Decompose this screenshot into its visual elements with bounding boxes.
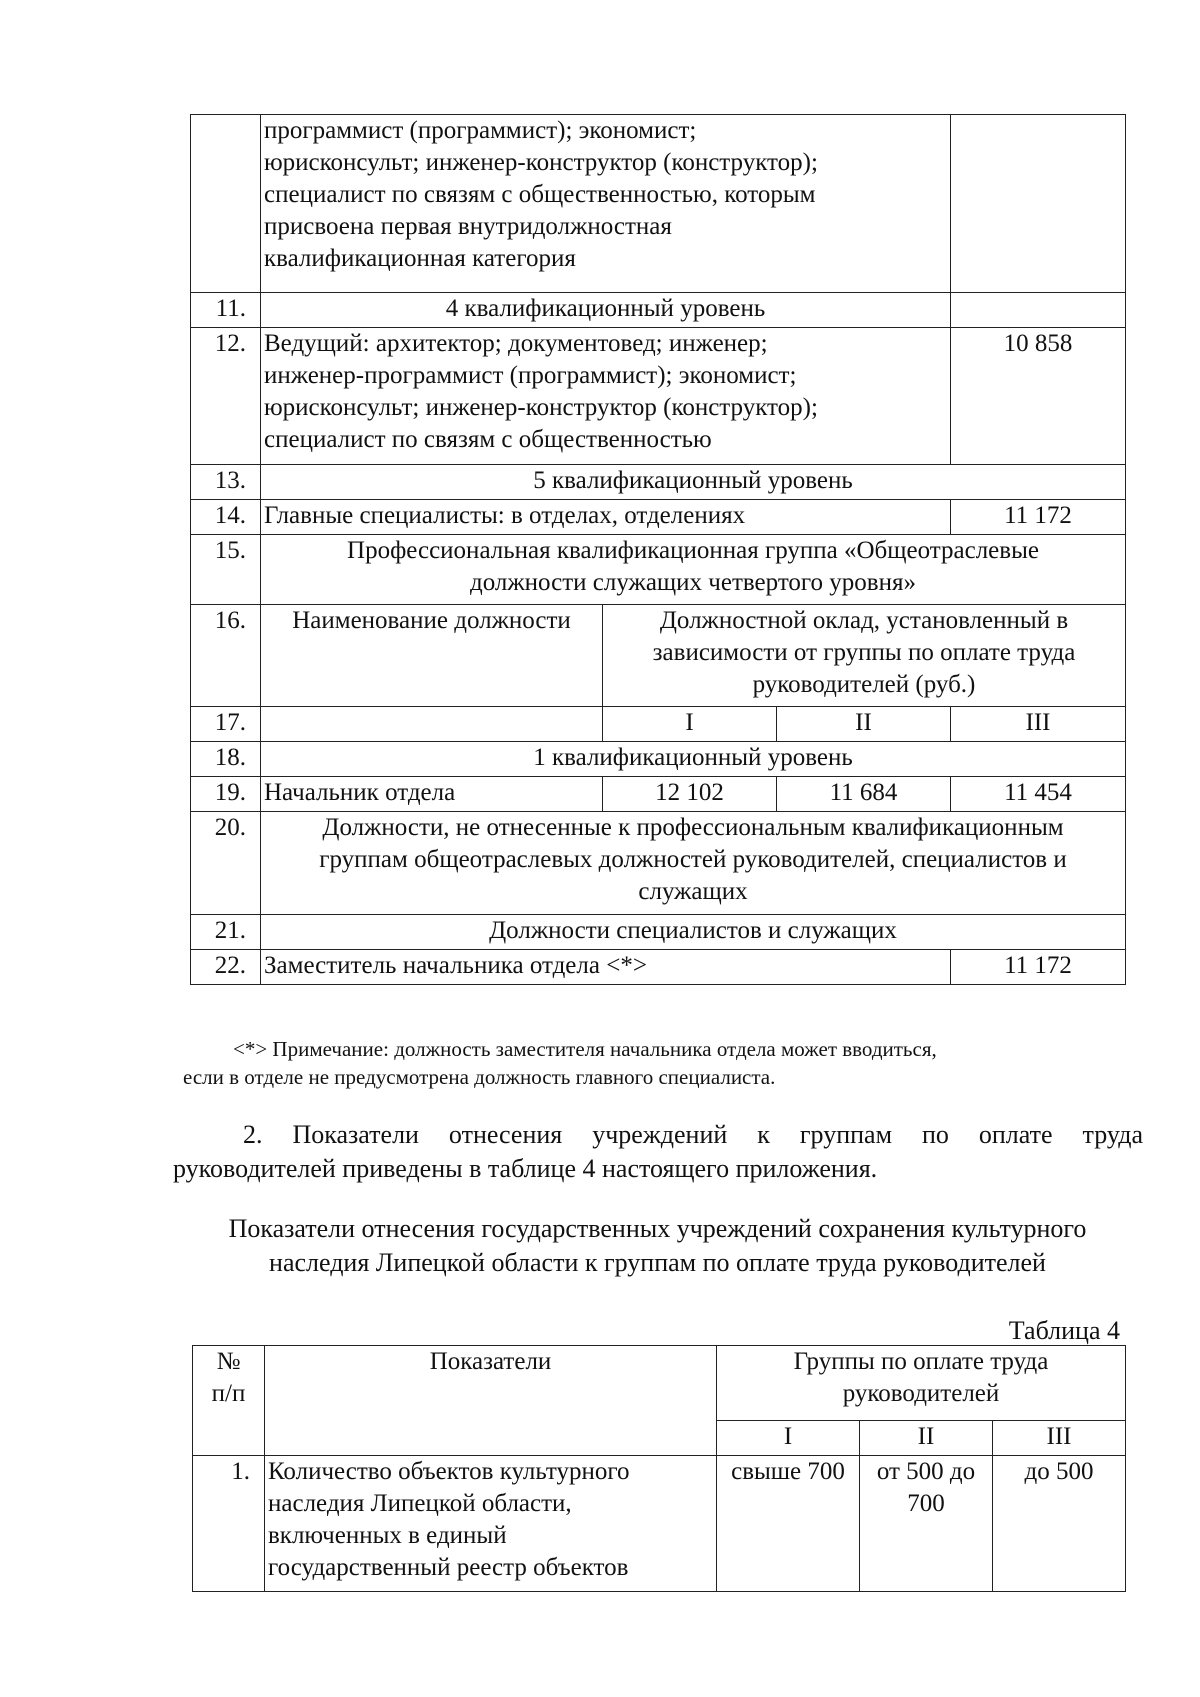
level-heading: 4 квалификационный уровень xyxy=(261,293,951,328)
salary-table-continued xyxy=(190,114,1126,985)
paragraph-line-1: 2. Показатели отнесения учреждений к группам по оплате труда xyxy=(243,1120,1143,1149)
group-indicators-table xyxy=(192,1345,1126,1592)
column-header-salary: Должностной оклад, установленный в зависимости от группы по оплате труда руководителей (руб.) xyxy=(603,605,1126,707)
table-row xyxy=(191,293,1126,328)
row-number: 16. xyxy=(191,605,261,707)
table-row xyxy=(191,328,1126,465)
table-title-line-2: наследия Липецкой области к группам по оплате труда руководителей xyxy=(269,1248,1046,1277)
table-label: Таблица 4 xyxy=(1008,1316,1120,1345)
salary-value xyxy=(951,293,1126,328)
level-heading: 5 квалификационный уровень xyxy=(261,465,1126,500)
row-number: 1. xyxy=(193,1456,265,1592)
salary-value: 11 172 xyxy=(951,950,1126,985)
group-label: I xyxy=(717,1421,860,1456)
group-label: II xyxy=(777,707,951,742)
position-names: Заместитель начальника отдела <*> xyxy=(261,950,951,985)
position-names: Начальник отдела xyxy=(261,777,603,812)
row-number: 11. xyxy=(191,293,261,328)
empty-cell xyxy=(261,707,603,742)
table-row xyxy=(191,465,1126,500)
table-row xyxy=(191,115,1126,293)
position-names: программист (программист); экономист; юрисконсульт; инженер-конструктор (конструктор); специалист по связям с общественностью, которым присвоена первая внутридолжностная квалификационная категория xyxy=(261,115,951,293)
salary-value: 11 454 xyxy=(951,777,1126,812)
table-row xyxy=(191,950,1126,985)
row-number: 19. xyxy=(191,777,261,812)
group-value: свыше 700 xyxy=(717,1456,860,1592)
salary-value xyxy=(951,115,1126,293)
column-header-position: Наименование должности xyxy=(261,605,603,707)
group-label: II xyxy=(860,1421,993,1456)
row-number: 22. xyxy=(191,950,261,985)
table-row xyxy=(191,535,1126,605)
group-value: до 500 xyxy=(993,1456,1126,1592)
column-header-groups: Группы по оплате труда руководителей xyxy=(717,1346,1126,1421)
column-header-indicators: Показатели xyxy=(265,1346,717,1456)
position-names: Главные специалисты: в отделах, отделениях xyxy=(261,500,951,535)
table-title-line-1: Показатели отнесения государственных учреждений сохранения культурного xyxy=(228,1214,1087,1243)
group-heading: Профессиональная квалификационная группа «Общеотраслевые должности служащих четвертого уровня» xyxy=(261,535,1126,605)
paragraph-line-2: руководителей приведены в таблице 4 настоящего приложения. xyxy=(173,1154,878,1183)
salary-value: 11 684 xyxy=(777,777,951,812)
group-label: III xyxy=(951,707,1126,742)
table-row xyxy=(191,812,1126,915)
table-header-row xyxy=(193,1346,1126,1421)
group-label: III xyxy=(993,1421,1126,1456)
row-number: 21. xyxy=(191,915,261,950)
level-heading: 1 квалификационный уровень xyxy=(261,742,1126,777)
group-label: I xyxy=(603,707,777,742)
row-number xyxy=(191,115,261,293)
row-number: 18. xyxy=(191,742,261,777)
footnote-line-2: если в отделе не предусмотрена должность главного специалиста. xyxy=(183,1065,776,1089)
footnote-line-1: <*> Примечание: должность заместителя начальника отдела может вводиться, xyxy=(233,1037,937,1061)
salary-value: 11 172 xyxy=(951,500,1126,535)
group-value: от 500 до 700 xyxy=(860,1456,993,1592)
row-number: 17. xyxy=(191,707,261,742)
row-number: 20. xyxy=(191,812,261,915)
salary-value: 12 102 xyxy=(603,777,777,812)
row-number: 12. xyxy=(191,328,261,465)
table-row xyxy=(191,777,1126,812)
group-heading: Должности, не отнесенные к профессиональным квалификационным группам общеотраслевых должностей руководителей, специалистов и служащих xyxy=(261,812,1126,915)
table-row xyxy=(191,605,1126,707)
group-heading: Должности специалистов и служащих xyxy=(261,915,1126,950)
position-names: Ведущий: архитектор; документовед; инженер; инженер-программист (программист); экономист; юрисконсульт; инженер-конструктор (конструктор); специалист по связям с общественностью xyxy=(261,328,951,465)
table-row xyxy=(193,1456,1126,1592)
column-header-number: № п/п xyxy=(193,1346,265,1456)
row-number: 15. xyxy=(191,535,261,605)
table-row xyxy=(191,500,1126,535)
table-row xyxy=(191,742,1126,777)
salary-value: 10 858 xyxy=(951,328,1126,465)
row-number: 13. xyxy=(191,465,261,500)
table-row xyxy=(191,707,1126,742)
table-row xyxy=(191,915,1126,950)
indicator-text: Количество объектов культурного наследия Липецкой области, включенных в единый государственный реестр объектов xyxy=(265,1456,717,1592)
row-number: 14. xyxy=(191,500,261,535)
